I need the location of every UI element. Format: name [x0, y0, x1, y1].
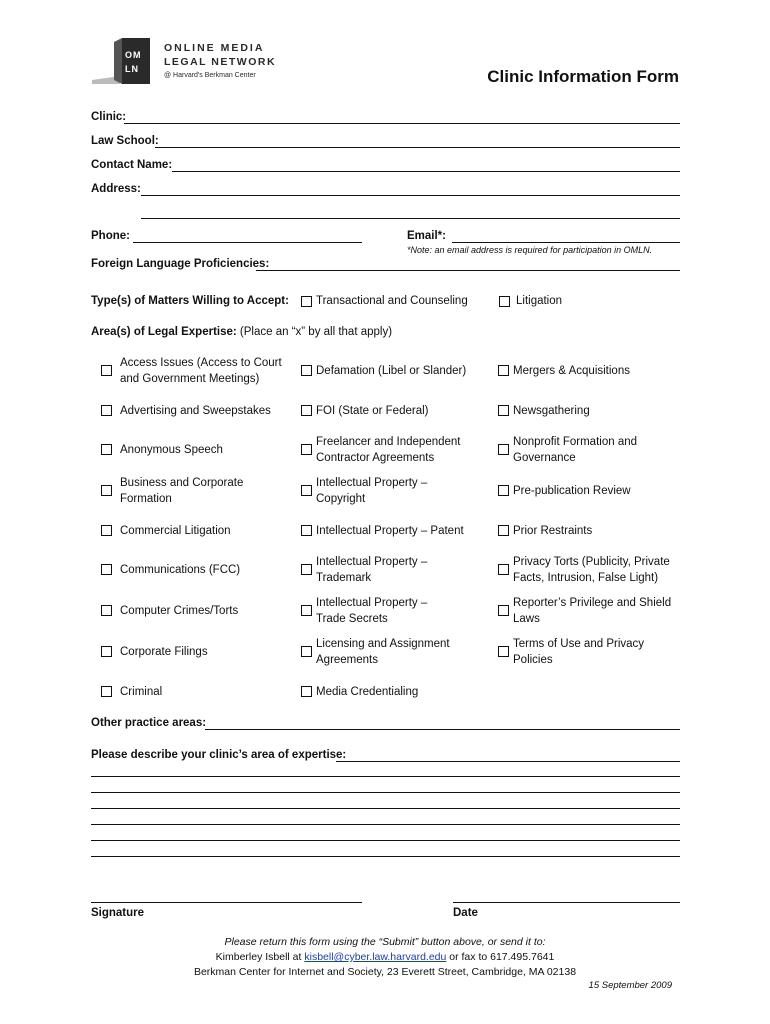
expertise-checkbox[interactable] [101, 444, 112, 455]
expertise-option-text: Laws [513, 613, 540, 625]
expertise-option-text: Facts, Intrusion, False Light) [513, 572, 659, 584]
expertise-option-text: FOI (State or Federal) [316, 405, 429, 417]
expertise-checkbox[interactable] [498, 405, 509, 416]
expertise-checkbox[interactable] [101, 485, 112, 496]
expertise-checkbox[interactable] [101, 365, 112, 376]
expertise-option-label [120, 644, 208, 660]
address-label: Address: [91, 183, 141, 195]
expertise-option-text: Intellectual Property – [316, 597, 428, 609]
expertise-checkbox[interactable] [101, 605, 112, 616]
expertise-option-text: Licensing and Assignment [316, 638, 450, 650]
describe-field-line1[interactable] [336, 761, 680, 762]
expertise-option-label [316, 595, 427, 627]
expertise-option-label [513, 554, 670, 586]
expertise-option-label [513, 636, 644, 668]
expertise-option-label [316, 684, 418, 700]
expertise-option-label [316, 554, 427, 586]
describe-line[interactable] [91, 808, 680, 809]
logo-mark-bottom: LN [125, 64, 139, 74]
expertise-option-text: Policies [513, 654, 553, 666]
expertise-checkbox[interactable] [301, 405, 312, 416]
expertise-option-text: Formation [120, 493, 172, 505]
expertise-option-text: Advertising and Sweepstakes [120, 405, 271, 417]
expertise-option-text: Business and Corporate [120, 477, 244, 489]
litigation-checkbox[interactable] [499, 296, 510, 307]
describe-line[interactable] [91, 824, 680, 825]
expertise-option-label [316, 475, 427, 507]
omln-logo [92, 36, 292, 88]
expertise-option-text: Mergers & Acquisitions [513, 365, 630, 377]
phone-field[interactable] [133, 242, 362, 243]
expertise-option-text: Contractor Agreements [316, 452, 435, 464]
expertise-option-text: Governance [513, 452, 576, 464]
footer-line2-pre: Kimberley Isbell at [215, 951, 305, 963]
logo-line2: LEGAL NETWORK [164, 56, 277, 68]
expertise-option-label [316, 363, 466, 379]
describe-line[interactable] [91, 856, 680, 857]
email-note: *Note: an email address is required for participation in OMLN. [407, 245, 653, 255]
expertise-option-text: Defamation (Libel or Slander) [316, 365, 467, 377]
logo-mark-top: OM [125, 50, 142, 60]
expertise-option-label [513, 403, 590, 419]
form-title: Clinic Information Form [487, 67, 679, 86]
footer-email-link[interactable]: kisbell@cyber.law.harvard.edu [304, 951, 447, 963]
contact-name-field[interactable] [172, 171, 680, 172]
expertise-option-text: Nonprofit Formation and [513, 436, 638, 448]
law-school-field[interactable] [155, 147, 680, 148]
expertise-checkbox[interactable] [301, 365, 312, 376]
expertise-option-text: and Government Meetings) [120, 373, 260, 385]
expertise-option-text: Criminal [120, 686, 163, 698]
expertise-option-text: Media Credentialing [316, 686, 419, 698]
expertise-label-bold: Area(s) of Legal Expertise: [91, 326, 237, 338]
expertise-option-text: Trademark [316, 572, 372, 584]
expertise-option-text: Access Issues (Access to Court [120, 357, 282, 369]
date-label: Date [453, 907, 478, 919]
expertise-option-label [120, 684, 162, 700]
expertise-checkbox[interactable] [301, 564, 312, 575]
signature-label: Signature [91, 907, 145, 919]
footer-line1: Please return this form using the “Submit” button above, or send it to: [224, 936, 546, 948]
expertise-option-label [316, 403, 428, 419]
expertise-option-label [513, 595, 671, 627]
expertise-option-text: Agreements [316, 654, 379, 666]
expertise-option-label [120, 562, 240, 578]
expertise-checkbox[interactable] [301, 485, 312, 496]
expertise-option-label [316, 636, 450, 668]
other-practice-label: Other practice areas: [91, 717, 207, 729]
expertise-option-text: Copyright [316, 493, 366, 505]
expertise-option-text: Intellectual Property – Patent [316, 525, 464, 537]
expertise-checkbox[interactable] [498, 525, 509, 536]
expertise-label [91, 326, 392, 338]
clinic-label: Clinic: [91, 111, 127, 123]
clinic-field[interactable] [124, 123, 680, 124]
logo-mark-graphic [92, 36, 152, 88]
address-field-line2[interactable] [141, 218, 680, 219]
expertise-option-label [120, 603, 238, 619]
transactional-label: Transactional and Counseling [316, 295, 468, 307]
describe-line[interactable] [91, 792, 680, 793]
describe-label: Please describe your clinic’s area of expertise: [91, 749, 347, 761]
expertise-checkbox[interactable] [101, 646, 112, 657]
expertise-option-text: Intellectual Property – [316, 556, 428, 568]
date-field[interactable] [453, 902, 680, 903]
footer-line3: Berkman Center for Internet and Society, 23 Everett Street, Cambridge, MA 02138 [193, 966, 577, 978]
footer-line2 [0, 950, 770, 965]
expertise-checkbox[interactable] [498, 605, 509, 616]
expertise-checkbox[interactable] [498, 365, 509, 376]
expertise-option-label [513, 363, 630, 379]
expertise-option-text: Newsgathering [513, 405, 590, 417]
footer-line2-post: or fax to 617.495.7641 [446, 951, 555, 963]
expertise-option-text: Pre-publication Review [513, 485, 631, 497]
expertise-checkbox[interactable] [101, 686, 112, 697]
email-label: Email*: [407, 230, 446, 242]
expertise-option-text: Computer Crimes/Torts [120, 605, 239, 617]
expertise-checkbox[interactable] [101, 525, 112, 536]
expertise-checkbox[interactable] [498, 485, 509, 496]
expertise-checkbox[interactable] [101, 405, 112, 416]
expertise-option-label [513, 483, 631, 499]
address-field-line1[interactable] [141, 195, 680, 196]
expertise-label-rest: (Place an “x” by all that apply) [236, 326, 393, 338]
expertise-checkbox[interactable] [498, 444, 509, 455]
expertise-option-text: Privacy Torts (Publicity, Private [513, 556, 670, 568]
expertise-checkbox[interactable] [498, 564, 509, 575]
expertise-option-text: Intellectual Property – [316, 477, 428, 489]
expertise-option-label [316, 523, 464, 539]
describe-line[interactable] [91, 840, 680, 841]
matters-label: Type(s) of Matters Willing to Accept: [91, 295, 289, 307]
footer [0, 935, 770, 980]
expertise-option-text: Freelancer and Independent [316, 436, 461, 448]
expertise-option-label [120, 523, 231, 539]
describe-line[interactable] [91, 776, 680, 777]
transactional-checkbox[interactable] [301, 296, 312, 307]
expertise-option-label [120, 475, 243, 507]
expertise-checkbox[interactable] [301, 646, 312, 657]
expertise-option-label [120, 355, 282, 387]
expertise-checkbox[interactable] [301, 605, 312, 616]
contact-name-label: Contact Name: [91, 159, 173, 171]
expertise-checkbox[interactable] [301, 525, 312, 536]
expertise-option-text: Prior Restraints [513, 525, 593, 537]
expertise-option-label [513, 434, 637, 466]
expertise-option-text: Communications (FCC) [120, 564, 241, 576]
expertise-option-label [120, 442, 223, 458]
litigation-label: Litigation [516, 295, 563, 307]
signature-field[interactable] [91, 902, 362, 903]
expertise-option-label [513, 523, 592, 539]
foreign-language-label: Foreign Language Proficiencies: [91, 258, 270, 270]
phone-label: Phone: [91, 230, 130, 242]
expertise-checkbox[interactable] [498, 646, 509, 657]
expertise-option-text: Corporate Filings [120, 646, 208, 658]
logo-line3: @ Harvard's Berkman Center [164, 72, 256, 79]
expertise-option-label [120, 403, 271, 419]
footer-date: 15 September 2009 [588, 980, 672, 991]
logo-line1: ONLINE MEDIA [164, 42, 265, 54]
expertise-checkbox[interactable] [301, 444, 312, 455]
expertise-option-text: Anonymous Speech [120, 444, 223, 456]
expertise-checkbox[interactable] [101, 564, 112, 575]
law-school-label: Law School: [91, 135, 159, 147]
other-practice-field[interactable] [205, 729, 680, 730]
expertise-option-text: Trade Secrets [316, 613, 388, 625]
expertise-option-text: Reporter’s Privilege and Shield [513, 597, 672, 609]
expertise-option-text: Terms of Use and Privacy [513, 638, 645, 650]
expertise-option-text: Commercial Litigation [120, 525, 231, 537]
foreign-language-field[interactable] [256, 270, 680, 271]
expertise-option-label [316, 434, 461, 466]
expertise-checkbox[interactable] [301, 686, 312, 697]
email-field[interactable] [452, 242, 680, 243]
